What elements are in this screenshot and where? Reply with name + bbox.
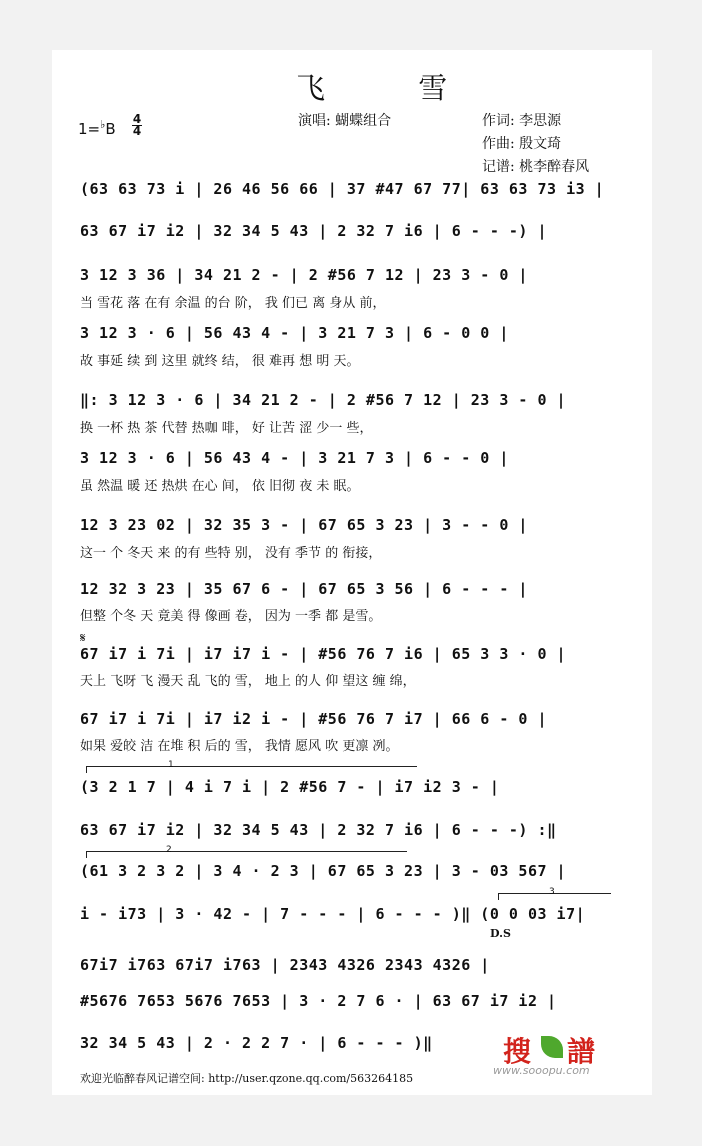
logo-char-left: 搜 [503,1035,532,1068]
segno-sign: 𝄋 [80,631,86,646]
notation-line: 3 12 3 36 | 34 21 2 - | 2 #56 7 12 | 23 3 - 0 | [80,266,528,284]
notation-line: 12 32 3 23 | 35 67 6 - | 67 65 3 56 | 6 - - - | [80,580,528,598]
dal-segno-mark: D.S [490,927,511,940]
time-bottom: 4 [132,124,142,138]
volta-bracket-1 [86,766,417,773]
lyricist: 作词: 李思源 [482,113,562,129]
notation-line: 67i7 i763 67i7 i763 | 2343 4326 2343 4326 | [80,956,490,974]
score-sheet [52,50,652,1095]
notation-line: (61 3 2 3 2 | 3 4 · 2 3 | 67 65 3 23 | 3 - 03 567 | [80,862,567,880]
notation-line: (63 63 73 i | 26 46 56 66 | 37 #47 67 77| 63 63 73 i3 | [80,180,605,198]
leaf-icon [541,1036,563,1058]
notation-line: 3 12 3 · 6 | 56 43 4 - | 3 21 7 3 | 6 - 0 0 | [80,324,509,342]
notation-line: #5676 7653 5676 7653 | 3 · 2 7 6 · | 63 67 i7 i2 | [80,992,557,1010]
notation-line: ‖: 3 12 3 · 6 | 34 21 2 - | 2 #56 7 12 | 23 3 - 0 | [80,391,567,409]
triplet-label: 3 [549,887,555,897]
site-logo[interactable] [493,1030,618,1080]
notation-line: 63 67 i7 i2 | 32 34 5 43 | 2 32 7 i6 | 6 - - -) | [80,222,548,240]
time-top: 4 [132,112,142,126]
song-title: 飞 雪 [296,71,490,105]
notation-line: 67 i7 i 7i | i7 i7 i - | #56 76 7 i6 | 65 3 3 · 0 | [80,645,567,663]
volta-label-1: 1 [168,760,174,770]
notation-line: 67 i7 i 7i | i7 i2 i - | #56 76 7 i7 | 66 6 - 0 | [80,710,548,728]
notation-line: 32 34 5 43 | 2 · 2 2 7 · | 6 - - - )‖ [80,1034,433,1052]
lyric-line: 天上 飞呀 飞 漫天 乱 飞的 雪， 地上 的人 仰 望这 缠 绵， [80,674,416,689]
singer: 演唱: 蝴蝶组合 [298,113,392,129]
key-signature [78,118,116,138]
lyric-line: 换 一杯 热 茶 代替 热咖 啡， 好 让苦 涩 少一 些， [80,421,373,436]
footer-credit: 欢迎光临醉春风记谱空间: http://user.qzone.qq.com/563264185 [80,1072,414,1085]
logo-char-right: 譜 [567,1035,596,1068]
notation-line: 3 12 3 · 6 | 56 43 4 - | 3 21 7 3 | 6 - - 0 | [80,449,509,467]
key-note: B [105,120,116,138]
key-prefix: 1= [78,120,101,138]
lyric-line: 当 雪花 落 在有 余温 的台 阶， 我 们已 离 身从 前， [80,296,386,311]
lyric-line: 如果 爱皎 洁 在堆 积 后的 雪， 我情 愿风 吹 更凛 冽。 [80,739,399,754]
transcriber: 记谱: 桃李醉春风 [482,159,590,175]
lyric-line: 这一 个 冬天 来 的有 些特 别， 没有 季节 的 衔接， [80,546,382,561]
composer: 作曲: 殷文琦 [482,136,562,152]
volta-bracket-2 [86,851,407,858]
flat-sign: ♭ [100,118,106,131]
notation-line: 63 67 i7 i2 | 32 34 5 43 | 2 32 7 i6 | 6 - - -) :‖ [80,821,557,839]
volta-label-2: 2 [166,845,172,855]
lyric-line: 虽 然温 暖 还 热烘 在心 间， 依 旧彻 夜 未 眠。 [80,479,360,494]
time-signature [132,114,142,137]
notation-line: (3 2 1 7 | 4 i 7 i | 2 #56 7 - | i7 i2 3 - | [80,778,500,796]
notation-line: 12 3 23 02 | 32 35 3 - | 67 65 3 23 | 3 - - 0 | [80,516,528,534]
lyric-line: 故 事延 续 到 这里 就终 结， 很 难再 想 明 天。 [80,354,360,369]
notation-line: i - i73 | 3 · 42 - | 7 - - - | 6 - - - )‖ (0 0 03 i7| [80,905,586,923]
lyric-line: 但整 个冬 天 竟美 得 像画 卷， 因为 一季 都 是雪。 [80,609,382,624]
logo-url: www.sooopu.com [493,1064,590,1077]
